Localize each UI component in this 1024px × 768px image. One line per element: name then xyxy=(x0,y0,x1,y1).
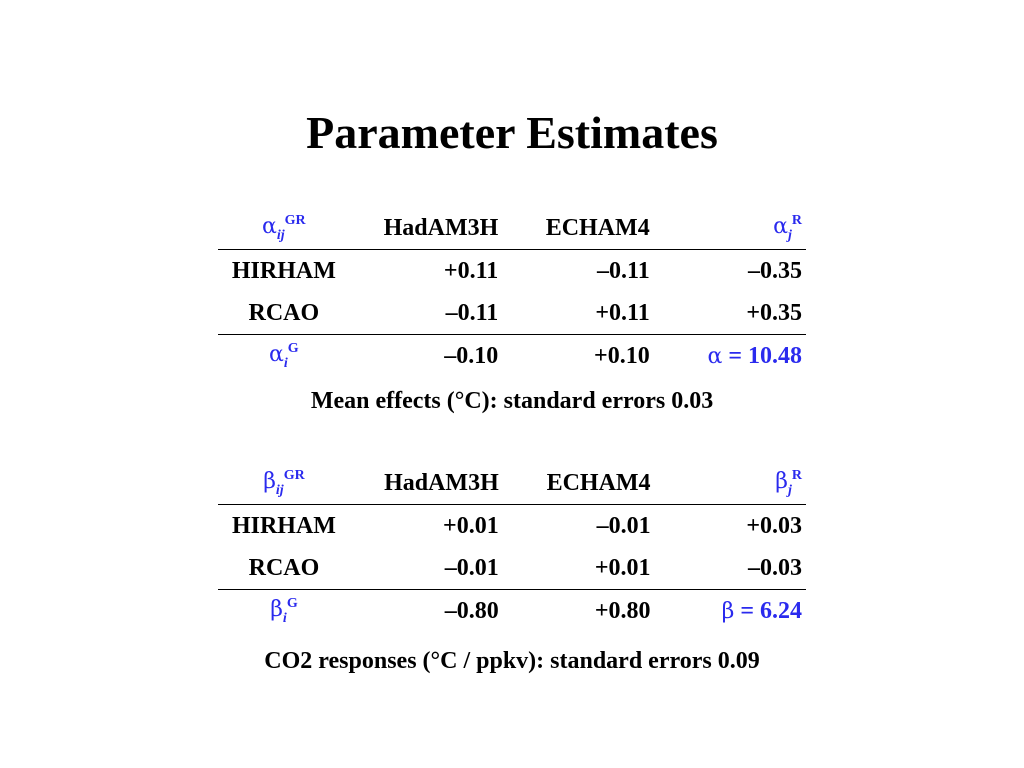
table-footer-row xyxy=(218,335,806,378)
alpha-symbol: α xyxy=(773,213,788,239)
beta-symbol: β xyxy=(721,598,735,624)
column-header-hadam3h: HadAM3H xyxy=(350,207,503,250)
cell-value: +0.11 xyxy=(502,292,653,335)
overall-mean xyxy=(655,590,806,633)
superscript: G xyxy=(286,595,298,611)
table-caption: CO2 responses (°C / ppkv): standard errors 0.09 xyxy=(264,648,760,674)
subscript: i xyxy=(283,355,288,371)
subscript: j xyxy=(787,482,792,498)
column-header-regional-effect xyxy=(654,207,806,250)
cell-value: +0.11 xyxy=(443,257,499,284)
co2-responses-table xyxy=(218,462,806,632)
table-caption: Mean effects (°C): standard errors 0.03 xyxy=(310,388,714,414)
subscript: i xyxy=(282,610,287,626)
footer-label xyxy=(218,590,350,633)
table-row xyxy=(218,250,806,293)
table-row xyxy=(218,292,806,335)
cell-value: +0.03 xyxy=(746,512,802,539)
row-label-rcao: RCAO xyxy=(218,292,350,335)
row-label-rcao: RCAO xyxy=(218,547,350,590)
cell-value: –0.11 xyxy=(350,292,503,335)
table-row xyxy=(218,547,806,590)
cell-value: –0.01 xyxy=(596,512,651,539)
overall-mean-value: = 6.24 xyxy=(734,597,802,624)
page-title: Parameter Estimates xyxy=(306,107,718,158)
cell-value: –0.10 xyxy=(444,342,499,369)
superscript: GR xyxy=(283,467,305,483)
cell-value: +0.80 xyxy=(594,597,651,624)
column-header-echam4: ECHAM4 xyxy=(503,462,655,505)
superscript: R xyxy=(791,467,802,483)
beta-symbol: β xyxy=(775,468,788,494)
cell-value: +0.10 xyxy=(594,342,650,369)
mean-effects-table xyxy=(218,207,806,377)
cell-value: –0.11 xyxy=(597,257,650,284)
alpha-symbol: α xyxy=(262,213,277,239)
corner-label xyxy=(218,207,350,250)
cell-value: +0.35 xyxy=(654,292,806,335)
alpha-symbol: α xyxy=(269,341,284,367)
table-row xyxy=(218,505,806,548)
beta-symbol: β xyxy=(270,596,283,622)
cell-value: –0.03 xyxy=(655,547,806,590)
cell-value: –0.35 xyxy=(748,257,802,284)
cell-value: +0.01 xyxy=(443,512,499,539)
superscript: R xyxy=(791,212,802,228)
column-header-hadam3h: HadAM3H xyxy=(350,462,503,505)
row-label-hirham: HIRHAM xyxy=(231,512,336,539)
superscript: GR xyxy=(284,212,306,228)
table-header-row xyxy=(218,462,806,505)
column-header-regional-effect xyxy=(655,462,806,505)
subscript: ij xyxy=(276,227,285,243)
corner-label xyxy=(218,462,350,505)
overall-mean-value: = 10.48 xyxy=(722,342,802,369)
row-label-hirham: HIRHAM xyxy=(231,257,336,284)
beta-symbol: β xyxy=(263,468,276,494)
cell-value: –0.80 xyxy=(444,597,499,624)
cell-value: +0.01 xyxy=(503,547,655,590)
subscript: ij xyxy=(275,482,284,498)
alpha-symbol: α xyxy=(707,343,723,369)
subscript: j xyxy=(787,227,792,243)
footer-label xyxy=(218,335,350,378)
superscript: G xyxy=(287,340,299,356)
table-header-row xyxy=(218,207,806,250)
table-footer-row xyxy=(218,590,806,633)
column-header-echam4: ECHAM4 xyxy=(502,207,653,250)
overall-mean xyxy=(654,335,806,378)
cell-value: –0.01 xyxy=(350,547,503,590)
